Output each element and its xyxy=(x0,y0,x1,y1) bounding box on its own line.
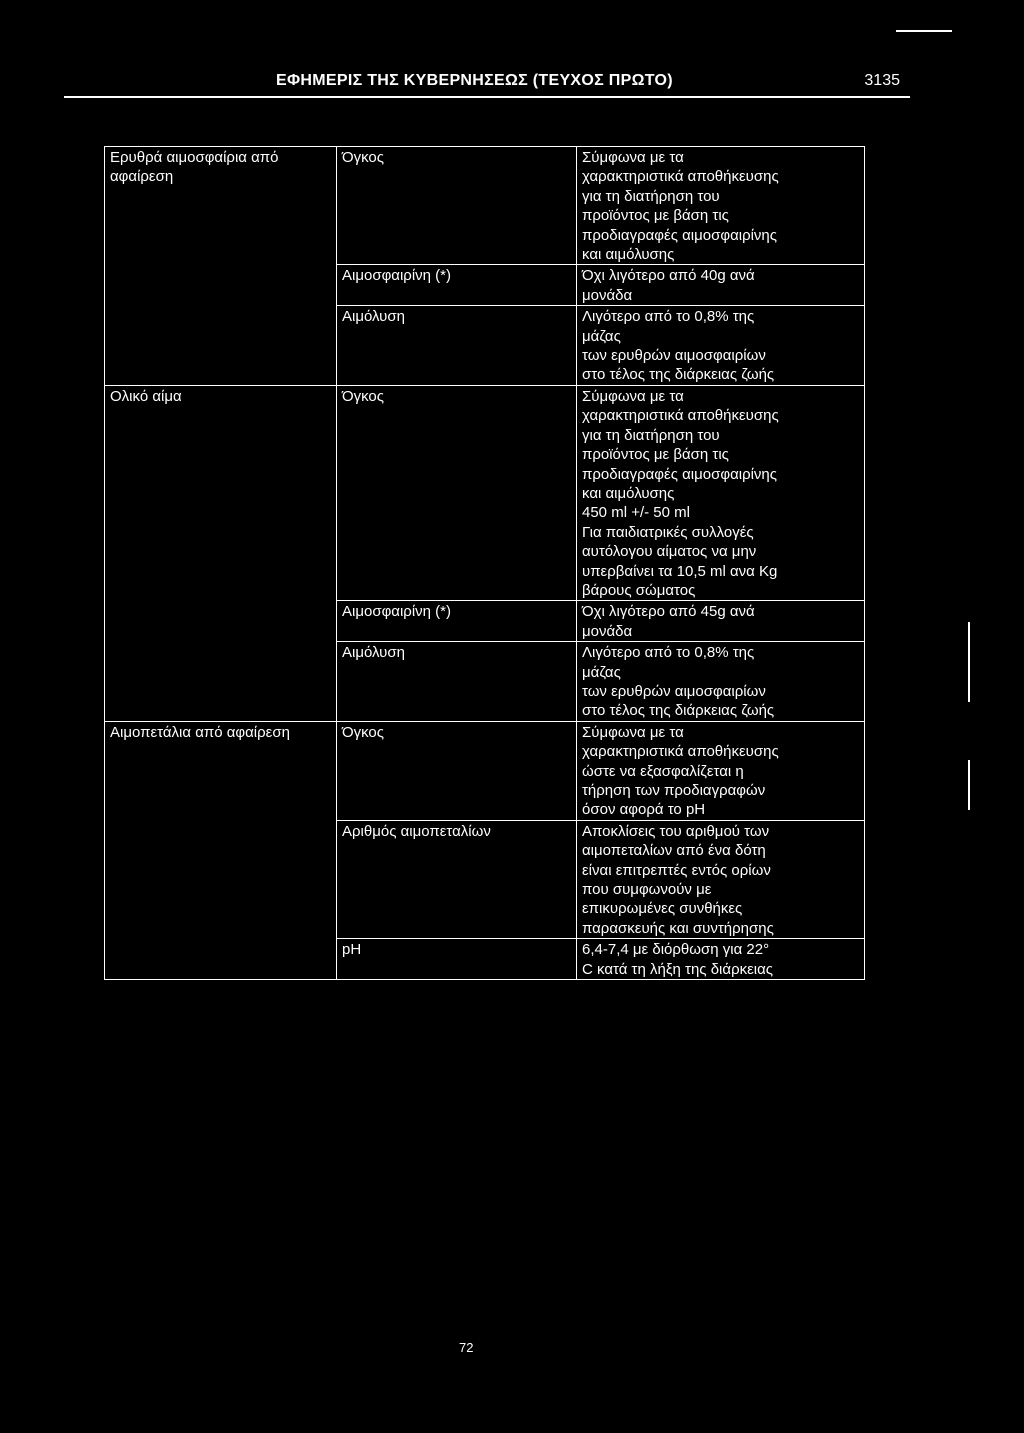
requirement-cell: Όχι λιγότερο από 45g ανά μονάδα xyxy=(577,601,865,642)
parameter-cell: pH xyxy=(337,939,577,980)
requirement-cell: Αποκλίσεις του αριθμού των αιμοπεταλίων από ένα δότη είναι επιτρεπτές εντός ορίων που συμφωνούν με επικυρωμένες συνθήκες παρασκευής και συντήρησης xyxy=(577,820,865,938)
page-header xyxy=(64,66,910,98)
requirement-cell: Σύμφωνα με τα χαρακτηριστικά αποθήκευσης ώστε να εξασφαλίζεται η τήρηση των προδιαγραφών όσον αφορά το pH xyxy=(577,721,865,820)
table-row xyxy=(105,147,865,265)
parameter-cell: Αιμόλυση xyxy=(337,642,577,722)
gazette-title: ΕΦΗΜΕΡΙΣ ΤΗΣ ΚΥΒΕΡΝΗΣΕΩΣ (ΤΕΥΧΟΣ ΠΡΩΤΟ) xyxy=(276,72,673,89)
parameter-cell: Αιμοσφαιρίνη (*) xyxy=(337,265,577,306)
top-decorative-rule xyxy=(896,30,952,32)
table-row xyxy=(105,721,865,820)
gazette-page-number: 3135 xyxy=(864,72,900,89)
footer-page-label: 72 xyxy=(459,1340,474,1355)
requirement-cell: Σύμφωνα με τα χαρακτηριστικά αποθήκευσης για τη διατήρηση του προϊόντος με βάση τις προδιαγραφές αιμοσφαιρίνης και αιμόλυσης 450 ml +/- 50 ml Για παιδιατρικές συλλογές αυτόλογου αίματος να μην υπερβαίνει τα 10,5 ml ανα Kg βάρους σώματος xyxy=(577,385,865,600)
parameter-cell: Αιμόλυση xyxy=(337,306,577,386)
parameter-cell: Όγκος xyxy=(337,147,577,265)
quality-spec-table xyxy=(104,146,865,980)
parameter-cell: Όγκος xyxy=(337,385,577,600)
scan-edge-mark xyxy=(968,622,970,702)
component-cell: Ολικό αίμα xyxy=(105,385,337,721)
component-cell: Ερυθρά αιμοσφαίρια από αφαίρεση xyxy=(105,147,337,386)
requirement-cell: Όχι λιγότερο από 40g ανά μονάδα xyxy=(577,265,865,306)
requirement-cell: Λιγότερο από το 0,8% της μάζας των ερυθρών αιμοσφαιρίων στο τέλος της διάρκειας ζωής xyxy=(577,306,865,386)
parameter-cell: Όγκος xyxy=(337,721,577,820)
requirement-cell: Σύμφωνα με τα χαρακτηριστικά αποθήκευσης για τη διατήρηση του προϊόντος με βάση τις προδιαγραφές αιμοσφαιρίνης και αιμόλυσης xyxy=(577,147,865,265)
parameter-cell: Αιμοσφαιρίνη (*) xyxy=(337,601,577,642)
requirement-cell: 6,4-7,4 με διόρθωση για 22° C κατά τη λήξη της διάρκειας xyxy=(577,939,865,980)
requirement-cell: Λιγότερο από το 0,8% της μάζας των ερυθρών αιμοσφαιρίων στο τέλος της διάρκειας ζωής xyxy=(577,642,865,722)
scan-edge-mark xyxy=(968,760,970,810)
component-cell: Αιμοπετάλια από αφαίρεση xyxy=(105,721,337,979)
table-row xyxy=(105,385,865,600)
parameter-cell: Αριθμός αιμοπεταλίων xyxy=(337,820,577,938)
